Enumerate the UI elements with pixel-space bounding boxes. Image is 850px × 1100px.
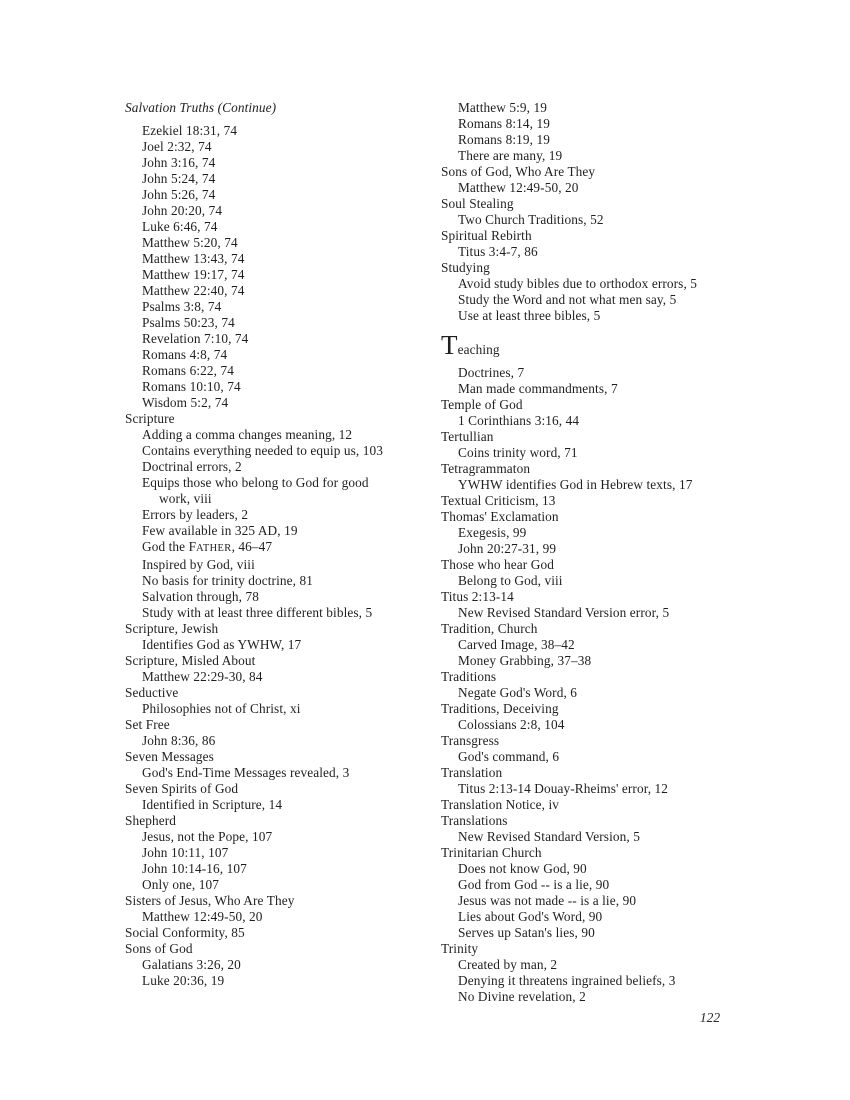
index-main-entry: Social Conformity, 85 (125, 925, 245, 940)
index-main-entry: Scripture, Misled About (125, 653, 256, 668)
index-sub-entry: Identifies God as YWHW, 17 (142, 637, 302, 652)
index-sub-entry: Two Church Traditions, 52 (458, 212, 604, 227)
index-main-entry: Traditions (441, 669, 497, 684)
index-main-entry: Sons of God, Who Are They (441, 164, 596, 179)
index-sub-entry: Doctrines, 7 (458, 365, 525, 380)
index-sub-entry: Matthew 22:29-30, 84 (142, 669, 263, 684)
index-sub-entry: Matthew 12:49-50, 20 (458, 180, 579, 195)
index-sub-entry: Doctrinal errors, 2 (142, 459, 242, 474)
index-sub-entry: John 10:14-16, 107 (142, 861, 247, 876)
index-sub-entry: God's End-Time Messages revealed, 3 (142, 765, 350, 780)
index-main-entry: Thomas' Exclamation (441, 509, 559, 524)
index-sub-entry-continuation: work, viii (159, 491, 212, 506)
index-sub-entry: Romans 4:8, 74 (142, 347, 228, 362)
index-sub-entry: Matthew 19:17, 74 (142, 267, 245, 282)
index-sub-entry: No Divine revelation, 2 (458, 989, 586, 1004)
index-sub-entry: Carved Image, 38–42 (458, 637, 575, 652)
index-sub-entry: Contains everything needed to equip us, 103 (142, 443, 384, 458)
index-sub-entry: Matthew 5:20, 74 (142, 235, 238, 250)
index-sub-entry: Study the Word and not what men say, 5 (458, 292, 677, 307)
index-main-entry: Shepherd (125, 813, 177, 828)
page-number: 122 (699, 1010, 721, 1025)
index-continued-heading: Salvation Truths (Continue) (125, 100, 277, 115)
index-sub-entry: John 8:36, 86 (142, 733, 216, 748)
index-main-entry: Sisters of Jesus, Who Are They (125, 893, 295, 908)
index-sub-entry: Serves up Satan's lies, 90 (458, 925, 595, 940)
index-sub-entry: John 3:16, 74 (142, 155, 216, 170)
section-drop-cap-letter: T (441, 330, 458, 360)
index-sub-entry: John 20:20, 74 (142, 203, 223, 218)
index-sub-entry: Luke 6:46, 74 (142, 219, 218, 234)
index-main-entry: Seven Spirits of God (125, 781, 239, 796)
index-sub-entry: Few available in 325 AD, 19 (142, 523, 298, 538)
index-sub-entry: Joel 2:32, 74 (142, 139, 212, 154)
index-sub-entry: John 10:11, 107 (142, 845, 229, 860)
index-sub-entry: Exegesis, 99 (458, 525, 527, 540)
index-main-entry: Translation (441, 765, 503, 780)
index-sub-entry: Does not know God, 90 (458, 861, 587, 876)
index-main-entry: Tertullian (441, 429, 494, 444)
index-sub-entry: Romans 6:22, 74 (142, 363, 234, 378)
index-main-entry: Tradition, Church (441, 621, 538, 636)
index-sub-entry: There are many, 19 (458, 148, 563, 163)
index-sub-entry: No basis for trinity doctrine, 81 (142, 573, 313, 588)
index-sub-entry: God's command, 6 (458, 749, 560, 764)
index-sub-entry: John 5:26, 74 (142, 187, 216, 202)
index-sub-entry: New Revised Standard Version, 5 (458, 829, 640, 844)
index-main-entry: Seven Messages (125, 749, 214, 764)
index-main-entry: Translations (441, 813, 508, 828)
index-sub-entry: God the FATHER, 46–47 (142, 539, 273, 554)
index-sub-entry: Coins trinity word, 71 (458, 445, 578, 460)
index-main-entry: Sons of God (125, 941, 193, 956)
index-sub-entry: John 20:27-31, 99 (458, 541, 557, 556)
index-sub-entry: Only one, 107 (142, 877, 220, 892)
index-main-entry: Those who hear God (441, 557, 554, 572)
index-main-entry: Scripture, Jewish (125, 621, 219, 636)
index-main-entry: Studying (441, 260, 490, 275)
index-sub-entry: Inspired by God, viii (142, 557, 255, 572)
index-main-entry: Transgress (441, 733, 500, 748)
index-sub-entry: Belong to God, viii (458, 573, 563, 588)
index-main-entry: Trinitarian Church (441, 845, 542, 860)
index-sub-entry: Money Grabbing, 37–38 (458, 653, 592, 668)
index-sub-entry: YWHW identifies God in Hebrew texts, 17 (458, 477, 693, 492)
index-column-right (441, 100, 771, 1005)
index-sub-entry: Luke 20:36, 19 (142, 973, 225, 988)
index-sub-entry: Romans 10:10, 74 (142, 379, 241, 394)
index-sub-entry: Salvation through, 78 (142, 589, 259, 604)
index-sub-entry: God from God -- is a lie, 90 (458, 877, 610, 892)
index-sub-entry: Matthew 5:9, 19 (458, 100, 548, 115)
index-main-entry: Textual Criticism, 13 (441, 493, 556, 508)
small-caps-text: ATHER (196, 543, 232, 554)
index-sub-entry: Man made commandments, 7 (458, 381, 618, 396)
index-sub-entry: Matthew 22:40, 74 (142, 283, 245, 298)
index-sub-entry: Matthew 13:43, 74 (142, 251, 245, 266)
index-main-entry: Titus 2:13-14 (441, 589, 514, 604)
index-sub-entry: Ezekiel 18:31, 74 (142, 123, 238, 138)
index-sub-entry: Avoid study bibles due to orthodox errors, 5 (458, 276, 698, 291)
index-sub-entry: Psalms 3:8, 74 (142, 299, 222, 314)
index-sub-entry: Revelation 7:10, 74 (142, 331, 249, 346)
index-main-entry: Traditions, Deceiving (441, 701, 559, 716)
index-sub-entry: Adding a comma changes meaning, 12 (142, 427, 353, 442)
index-sub-entry: Errors by leaders, 2 (142, 507, 249, 522)
index-sub-entry: Titus 2:13-14 Douay-Rheims' error, 12 (458, 781, 669, 796)
index-sub-entry: Psalms 50:23, 74 (142, 315, 235, 330)
index-main-entry: Spiritual Rebirth (441, 228, 532, 243)
index-sub-entry: Use at least three bibles, 5 (458, 308, 601, 323)
index-main-entry: Scripture (125, 411, 175, 426)
index-main-entry: Soul Stealing (441, 196, 514, 211)
index-sub-entry: New Revised Standard Version error, 5 (458, 605, 670, 620)
index-sub-entry: Romans 8:19, 19 (458, 132, 550, 147)
index-main-entry: Temple of God (441, 397, 523, 412)
index-sub-entry: Identified in Scripture, 14 (142, 797, 283, 812)
index-sub-entry: Colossians 2:8, 104 (458, 717, 565, 732)
index-main-entry: Set Free (125, 717, 170, 732)
index-sub-entry: Negate God's Word, 6 (458, 685, 578, 700)
index-sub-entry: Study with at least three different bibles, 5 (142, 605, 373, 620)
index-sub-entry: Titus 3:4-7, 86 (458, 244, 538, 259)
index-main-entry: Tetragrammaton (441, 461, 531, 476)
index-sub-entry: Wisdom 5:2, 74 (142, 395, 229, 410)
index-sub-entry: Romans 8:14, 19 (458, 116, 550, 131)
index-sub-entry: Created by man, 2 (458, 957, 558, 972)
index-sub-entry: Jesus, not the Pope, 107 (142, 829, 273, 844)
index-sub-entry: Galatians 3:26, 20 (142, 957, 241, 972)
index-sub-entry: John 5:24, 74 (142, 171, 216, 186)
index-sub-entry: Matthew 12:49-50, 20 (142, 909, 263, 924)
index-sub-entry: Philosophies not of Christ, xi (142, 701, 301, 716)
index-sub-entry: Equips those who belong to God for good (142, 475, 369, 490)
index-main-entry: Seductive (125, 685, 179, 700)
index-sub-entry: 1 Corinthians 3:16, 44 (458, 413, 580, 428)
index-sub-entry: Lies about God's Word, 90 (458, 909, 603, 924)
index-sub-entry: Jesus was not made -- is a lie, 90 (458, 893, 637, 908)
index-main-entry: Trinity (441, 941, 479, 956)
index-column-left (125, 100, 443, 989)
index-main-entry: Translation Notice, iv (441, 797, 560, 812)
index-letter-heading: Teaching (441, 330, 500, 360)
index-sub-entry: Denying it threatens ingrained beliefs, 3 (458, 973, 676, 988)
